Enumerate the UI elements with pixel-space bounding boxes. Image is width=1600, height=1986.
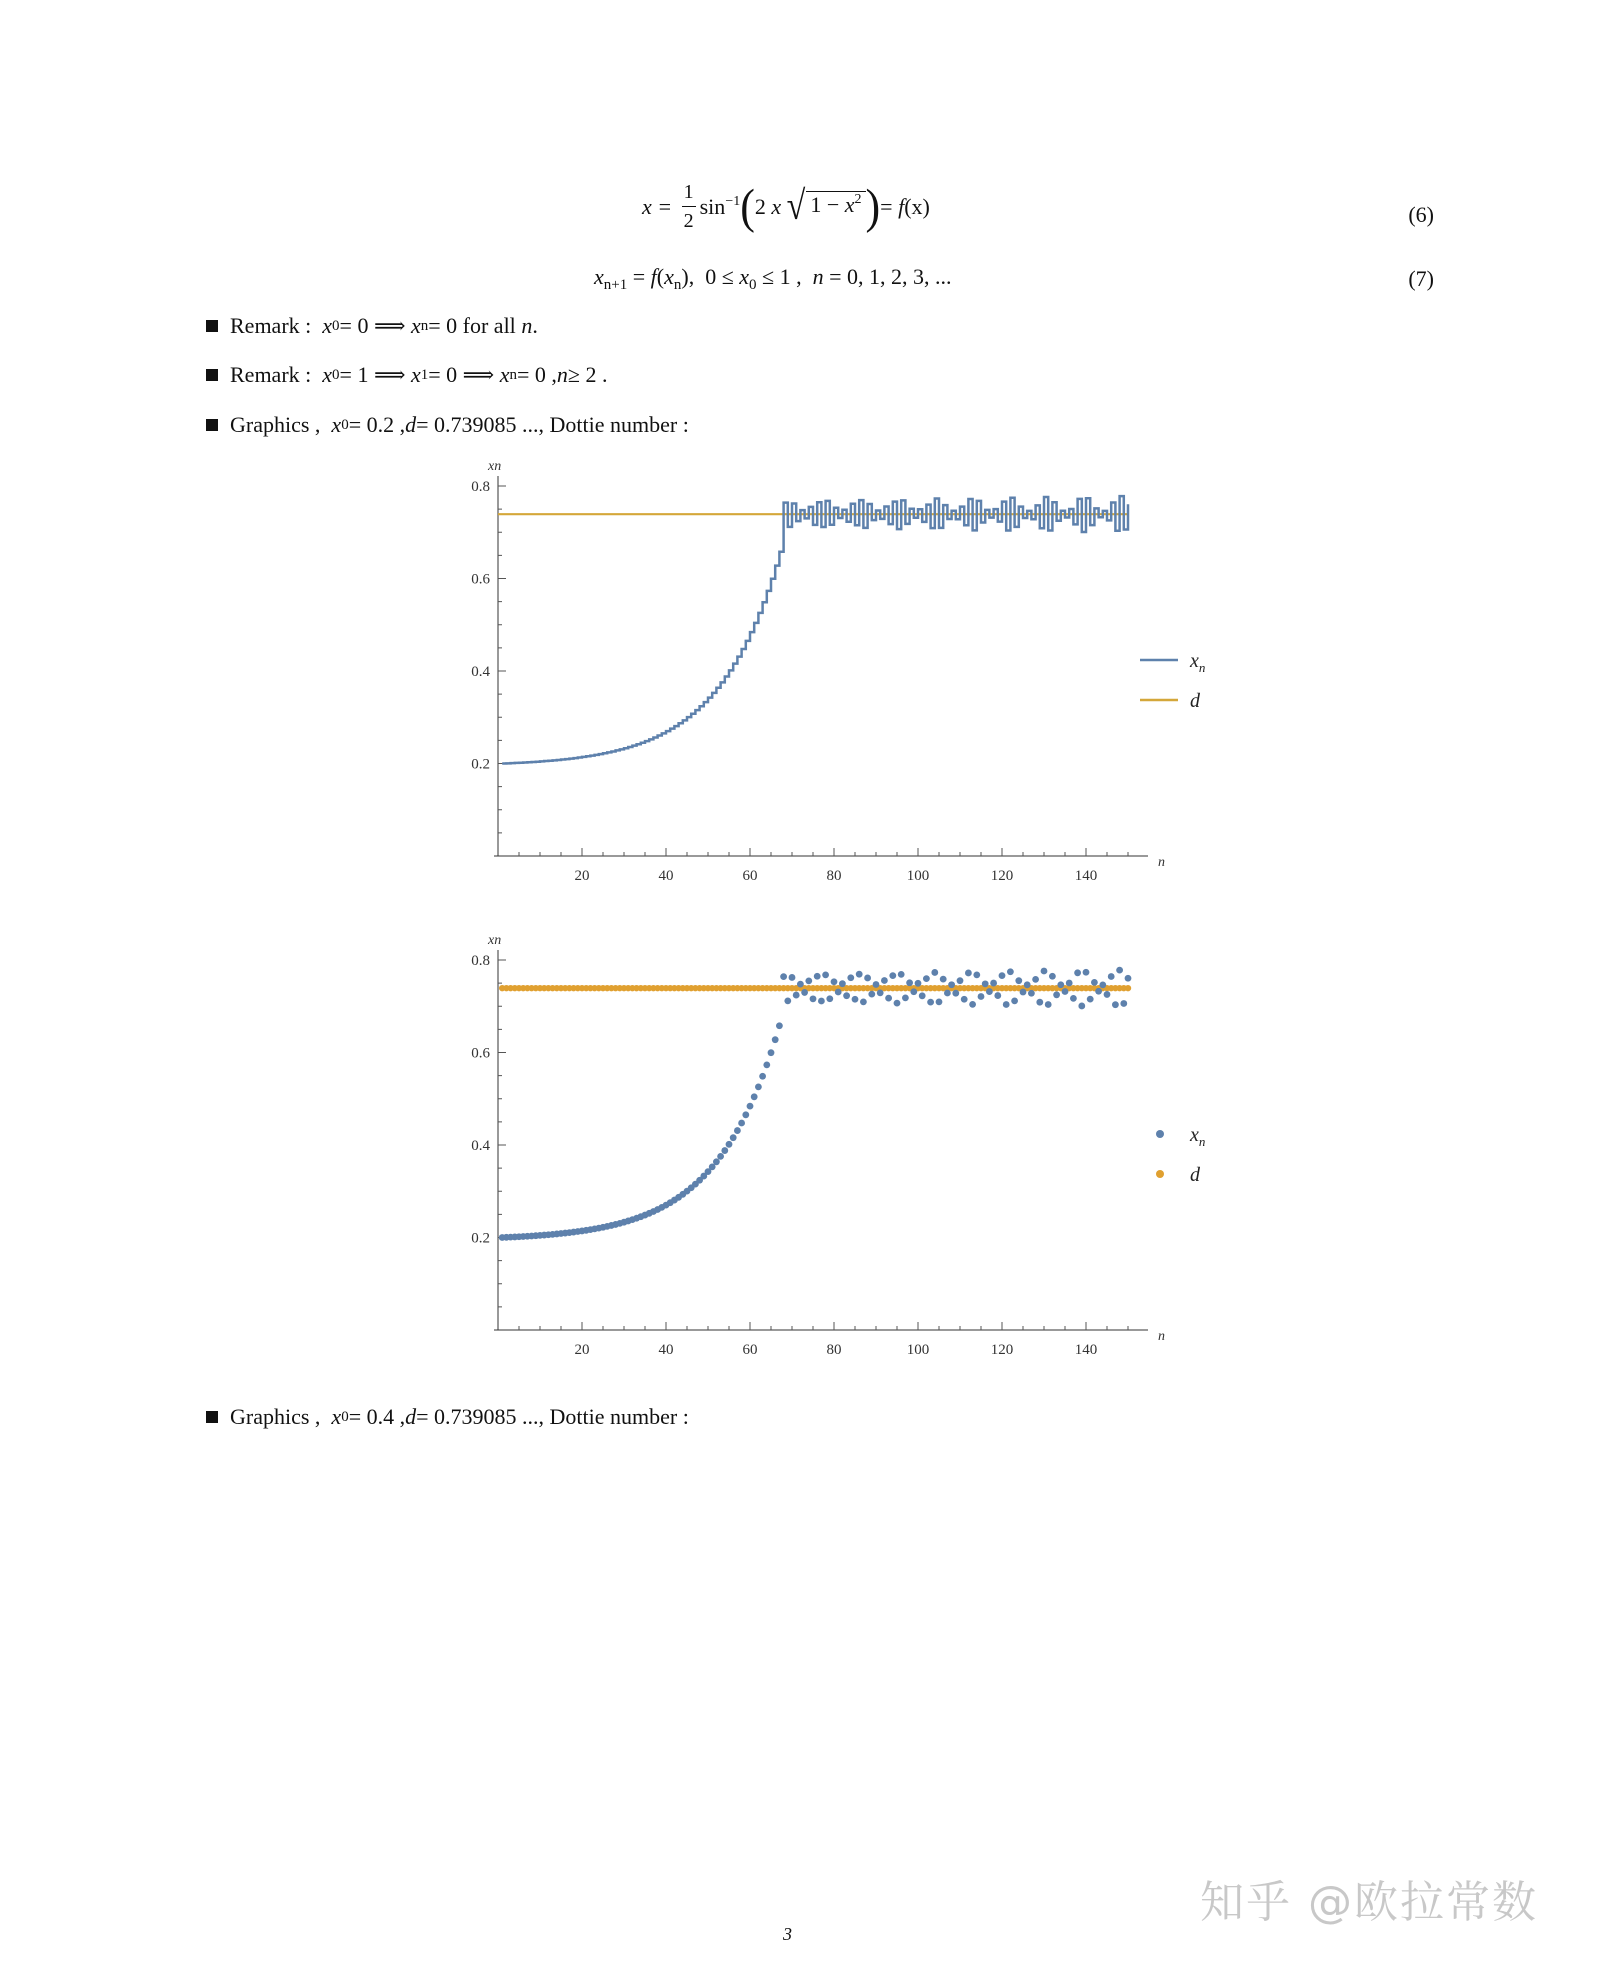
series-xn-point [768,1049,775,1056]
series-xn-point [751,1093,758,1100]
bullet-icon [206,1411,218,1423]
series-xn-point [1003,1001,1010,1008]
series-xn-point [784,997,791,1004]
series-xn-point [1049,973,1056,980]
x-tick-label: 100 [906,1342,930,1358]
bullet-icon [206,419,218,431]
series-xn-point [902,994,909,1001]
series-xn-point [793,992,800,999]
x-tick-label: 80 [826,868,842,884]
y-tick-label: 0.6 [471,571,490,588]
series-xn-point [923,975,930,982]
series-xn-point [1099,981,1106,988]
series-xn-point [973,971,980,978]
series-xn-point [763,1061,770,1068]
series-xn-point [994,992,1001,999]
series-xn-point [1028,990,1035,997]
series-xn-point [1104,991,1111,998]
sqrt [786,183,866,229]
series-xn-point [957,977,964,984]
eq6-denominator: 2 [683,210,694,232]
x-tick-label: 40 [658,868,674,884]
series-xn-point [931,969,938,976]
series-xn-point [1020,989,1027,996]
series-xn-point [826,995,833,1002]
series-xn-point [1108,973,1115,980]
series-xn-point [1095,988,1102,995]
page-number: 3 [783,1924,792,1944]
series-xn-point [1036,999,1043,1006]
series-xn-point [801,989,808,996]
eq6-inner-coef: 2 [754,193,766,219]
bullet-icon [206,369,218,381]
y-tick-label: 0.8 [471,953,490,969]
series-xn-point [965,970,972,977]
series-xn-point [835,989,842,996]
series-xn-point [776,1022,783,1029]
legend-xn-label: $x_n$ [1190,1124,1206,1149]
series-xn-point [789,974,796,981]
graphics-heading-1: Graphics , x 0 = 0.2 , d = 0.739085 ..., Dottie number : [206,412,689,438]
series-xn-point [1120,1000,1127,1007]
series-xn-point [1070,995,1077,1002]
left-paren: ( [740,179,755,234]
legend [1156,1124,1205,1186]
series-xn-point [986,988,993,995]
series-xn-point [927,999,934,1006]
equation-6 [642,178,930,235]
eq6-lhs: x = [642,193,673,219]
series-xn-point [805,978,812,985]
series-xn-point [940,976,947,983]
y-tick-label: 0.2 [471,756,490,773]
series-xn-point [810,995,817,1002]
series-xn-point [1091,979,1098,986]
series-d-point [1125,985,1131,991]
series-xn-point [839,980,846,987]
axes [471,934,1165,1358]
series-xn-point [982,980,989,987]
eq6-numerator: 1 [683,181,694,203]
y-tick-label: 0.2 [471,1230,490,1247]
eq6-inner-x: x [771,193,782,219]
y-tick-label: 0.4 [471,1138,490,1154]
series-xn-point [999,972,1006,979]
series-xn-point [877,989,884,996]
series-xn-point [873,981,880,988]
series-xn-point [1112,1001,1119,1008]
x-tick-label: 140 [1074,868,1098,884]
series-xn-point [906,979,913,986]
series-xn-point [843,992,850,999]
series-xn-point [730,1134,737,1141]
series-xn-point [944,990,951,997]
series-xn-point [814,973,821,980]
series-xn-point [717,1153,724,1160]
legend-xn-label: $x_n$ [1190,650,1206,675]
series-xn-point [978,993,985,1000]
legend-d-swatch [1156,1170,1164,1178]
series-xn-point [847,974,854,981]
remark-1: Remark : x 0 = 0 ⟹ x n = 0 for all n . [206,313,538,339]
legend-d-label: d [1190,1164,1200,1186]
series-xn-point [831,978,838,985]
series-xn-point [1041,968,1048,975]
series-xn-point [1116,967,1123,974]
series-xn-point [1066,980,1073,987]
series-xn-point [1053,991,1060,998]
watermark: 知乎 @欧拉常数 [1200,1877,1538,1928]
x-tick-label: 120 [990,868,1014,884]
series-xn-point [885,995,892,1002]
eq6-arg: (x) [904,193,930,219]
legend-xn-swatch [1156,1130,1164,1138]
y-tick-label: 0.8 [471,479,490,495]
equation-number-7: (7) [1408,266,1434,291]
series-xn-point [1032,976,1039,983]
radical-sign: √ [786,183,806,229]
x-tick-label: 80 [826,1342,842,1358]
x-tick-label: 120 [990,1342,1014,1358]
series-xn-point [726,1141,733,1148]
series-xn-point [881,977,888,984]
x-tick-label: 60 [742,868,758,884]
sqrt-body: $1 - x^2$ [806,191,865,218]
scatter-chart [440,934,1240,1374]
series-xn-point [797,981,804,988]
series-xn-point [868,991,875,998]
eq6-fraction [682,178,696,235]
series-xn-point [1057,981,1064,988]
series-xn-point [713,1158,720,1165]
y-tick-label: 0.6 [471,1045,490,1062]
eq6-f: f [898,193,905,219]
series-xn-point [780,973,787,980]
legend [1140,650,1205,712]
y-axis-label: xn [488,934,502,948]
step-line-chart [440,460,1240,900]
remark-2: Remark : x 0 = 1 ⟹ x 1 = 0 ⟹ x n = 0 , n ≥ 2 . [206,362,607,388]
x-tick-label: 100 [906,868,930,884]
series-xn-point [936,998,943,1005]
series-xn-point [852,996,859,1003]
x-tick-label: 60 [742,1342,758,1358]
legend-d-label: d [1190,690,1200,712]
series-xn-point [969,1001,976,1008]
series-xn-point [898,971,905,978]
series-xn-point [759,1073,766,1080]
series-xn-point [1062,988,1069,995]
x-tick-label: 140 [1074,1342,1098,1358]
series-xn-point [948,981,955,988]
series-xn-point [864,975,871,982]
series-xn-point [818,998,825,1005]
series-xn-point [961,996,968,1003]
graphics-heading-2: Graphics , x 0 = 0.4 , d = 0.739085 ..., Dottie number : [206,1404,689,1430]
series-xn-point [1015,977,1022,984]
series-xn-point [1011,997,1018,1004]
right-paren: ) [865,179,881,234]
series-xn-point [755,1083,762,1090]
series-xn-point [860,998,867,1005]
series-xn-point [1083,969,1090,976]
eq6-equals: = [880,193,893,219]
series-xn-point [1024,981,1031,988]
series-xn-point [952,990,959,997]
series-xn-point [910,988,917,995]
series-xn-point [1045,1001,1052,1008]
equation-7: $x_{n+1} = f(x_n)$, $0 \le x_0 \le 1$ , n = 0, 1, 2, 3, ... [594,264,952,293]
series-xn-point [1007,968,1014,975]
series-xn-point [734,1127,741,1134]
series-xn-point [822,971,829,978]
x-tick-label: 40 [658,1342,674,1358]
y-axis-label: xn [488,460,502,474]
eq6-inverse: −1 [725,193,741,209]
series-xn-point [1087,996,1094,1003]
x-tick-label: 20 [574,1342,590,1358]
series-xn-point [1074,969,1081,976]
series-xn-point [742,1111,749,1118]
series-xn-step-line [502,496,1128,763]
series-xn-point [894,1000,901,1007]
equation-number-6: (6) [1408,202,1434,227]
y-tick-label: 0.4 [471,664,490,680]
bullet-icon [206,320,218,332]
series-xn-point [856,971,863,978]
series-xn-point [889,972,896,979]
series-xn-point [1078,1003,1085,1010]
series-xn-point [721,1147,728,1154]
series-xn-point [747,1103,754,1110]
series-xn-point [1125,975,1132,982]
series-xn-point [772,1036,779,1043]
x-axis-label: n [1158,1329,1165,1344]
eq6-fn: $\sin^{-1}$ [699,193,741,219]
series-xn-point [919,992,926,999]
x-axis-label: n [1158,855,1165,870]
series-xn-point [738,1120,745,1127]
series-xn-point [990,980,997,987]
series-xn-point [915,980,922,987]
x-tick-label: 20 [574,868,590,884]
